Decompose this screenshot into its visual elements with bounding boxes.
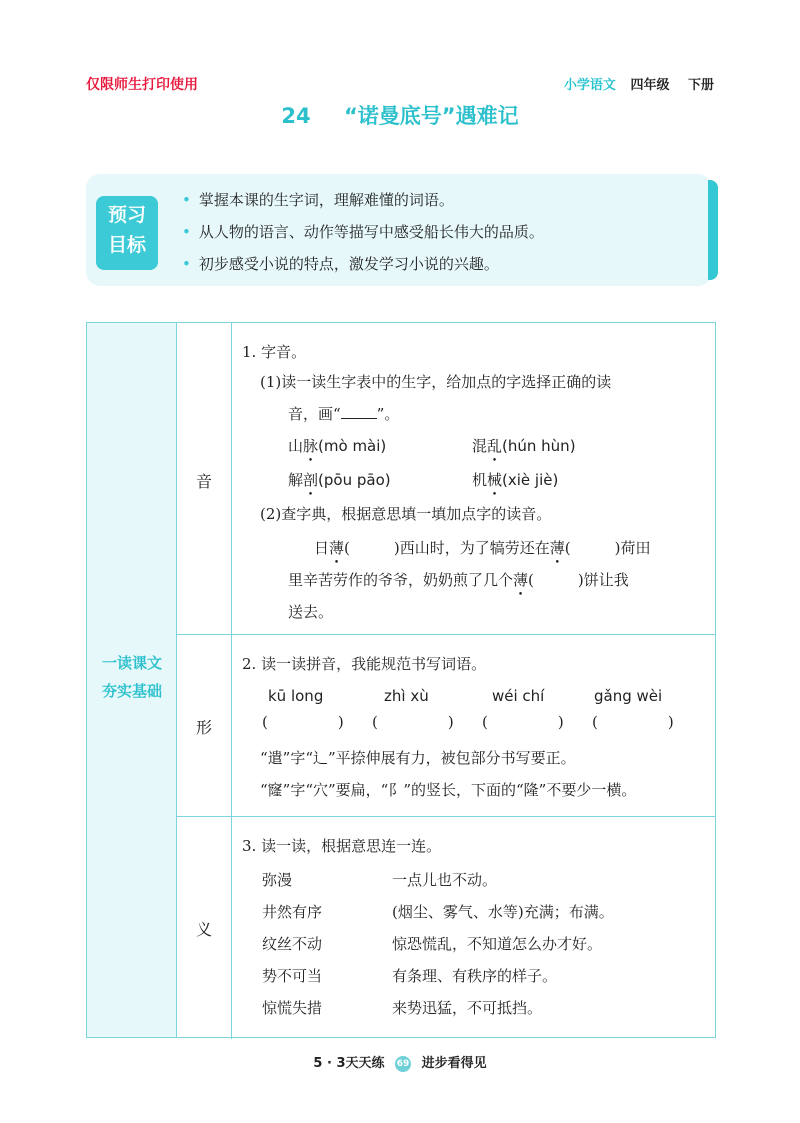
bullet-icon: • (182, 255, 191, 273)
category-meaning: 义 (177, 817, 232, 1039)
q2-title: 2. 读一读拼音，我能规范书写词语。 (242, 655, 487, 673)
section-title: 一读课文 夯实基础 (101, 654, 162, 700)
print-notice: 仅限师生打印使用 (86, 77, 198, 93)
pinyin-pair: 山脉(mò mài) (288, 437, 387, 455)
q1-title: 1. 字音。 (242, 343, 307, 361)
lesson-title (0, 100, 800, 130)
pinyin-word: kū long (268, 687, 324, 705)
match-meaning[interactable]: 惊恐慌乱，不知道怎么办才好。 (392, 935, 603, 953)
goals-edge-decoration (708, 180, 718, 280)
exercise-table (86, 322, 716, 1038)
writing-note-2: “窿”字“穴”要扁，“阝”的竖长，下面的“隆”不要少一横。 (260, 781, 637, 799)
match-word[interactable]: 弥漫 (262, 871, 293, 889)
lesson-name: “诺曼底号”遇难记 (343, 104, 519, 128)
preview-goals-box (86, 174, 712, 286)
q1-passage-line2: 里辛苦劳作的爷爷，奶奶煎了几个薄( )饼让我 (288, 571, 629, 589)
match-meaning[interactable]: (烟尘、雾气、水等)充满；布满。 (392, 903, 614, 921)
pinyin-pair: 混乱(hún hùn) (472, 437, 576, 455)
goals-label (96, 196, 158, 270)
match-word[interactable]: 势不可当 (262, 967, 323, 985)
page-number: 69 (395, 1056, 411, 1072)
question-2-cell (232, 635, 715, 817)
answer-box[interactable]: ( ) (372, 713, 454, 731)
goal-item: • 掌握本课的生字词，理解难懂的词语。 (182, 191, 454, 209)
slogan: 进步看得见 (421, 1056, 487, 1071)
series-name: 5 · 3天天练 (313, 1056, 385, 1071)
question-3-cell (232, 817, 715, 1037)
pinyin-word: gǎng wèi (594, 687, 663, 705)
match-word[interactable]: 井然有序 (262, 903, 323, 921)
pinyin-pair: 机械(xiè jiè) (472, 471, 559, 489)
pinyin-word: wéi chí (492, 687, 545, 705)
book-info (564, 74, 714, 93)
goal-item: • 从人物的语言、动作等描写中感受船长伟大的品质。 (182, 223, 544, 241)
match-meaning[interactable]: 一点儿也不动。 (392, 871, 498, 889)
pinyin-word: zhì xù (384, 687, 429, 705)
goals-list (182, 184, 544, 280)
bullet-icon: • (182, 191, 191, 209)
volume-label: 下册 (687, 78, 714, 93)
subject-label: 小学语文 (563, 78, 616, 93)
q1-sub2: (2)查字典，根据意思填一填加点字的读音。 (260, 505, 552, 523)
q1-sub1-cont: 音，画“ ”。 (288, 405, 400, 423)
underline-blank (341, 406, 377, 419)
writing-note-1: “遣”字“辶”平捺伸展有力，被包部分书写要正。 (260, 749, 576, 767)
q3-title: 3. 读一读，根据意思连一连。 (242, 837, 442, 855)
goal-item: • 初步感受小说的特点，激发学习小说的兴趣。 (182, 255, 499, 273)
match-meaning[interactable]: 有条理、有秩序的样子。 (392, 967, 558, 985)
bullet-icon: • (182, 223, 191, 241)
match-meaning[interactable]: 来势迅猛，不可抵挡。 (392, 999, 543, 1017)
answer-box[interactable]: ( ) (482, 713, 564, 731)
answer-box[interactable]: ( ) (262, 713, 344, 731)
match-word[interactable]: 纹丝不动 (262, 935, 323, 953)
page-footer (0, 1052, 800, 1072)
lesson-number: 24 (281, 104, 311, 128)
q1-passage-line3: 送去。 (288, 603, 334, 621)
question-1-cell (232, 323, 715, 635)
grade-label: 四年级 (630, 78, 670, 93)
q1-sub1: (1)读一读生字表中的生字，给加点的字选择正确的读 (260, 373, 612, 391)
goals-label-line1: 预习 (107, 204, 146, 226)
match-word[interactable]: 惊慌失措 (262, 999, 323, 1017)
category-form: 形 (177, 635, 232, 817)
q1-passage-line1: 日薄( )西山时，为了犒劳还在薄( )荷田 (314, 539, 651, 557)
category-sound: 音 (177, 323, 232, 635)
goals-label-line2: 目标 (107, 234, 146, 256)
section-column (87, 323, 177, 1037)
answer-box[interactable]: ( ) (592, 713, 674, 731)
pinyin-pair: 解剖(pōu pāo) (288, 471, 391, 489)
